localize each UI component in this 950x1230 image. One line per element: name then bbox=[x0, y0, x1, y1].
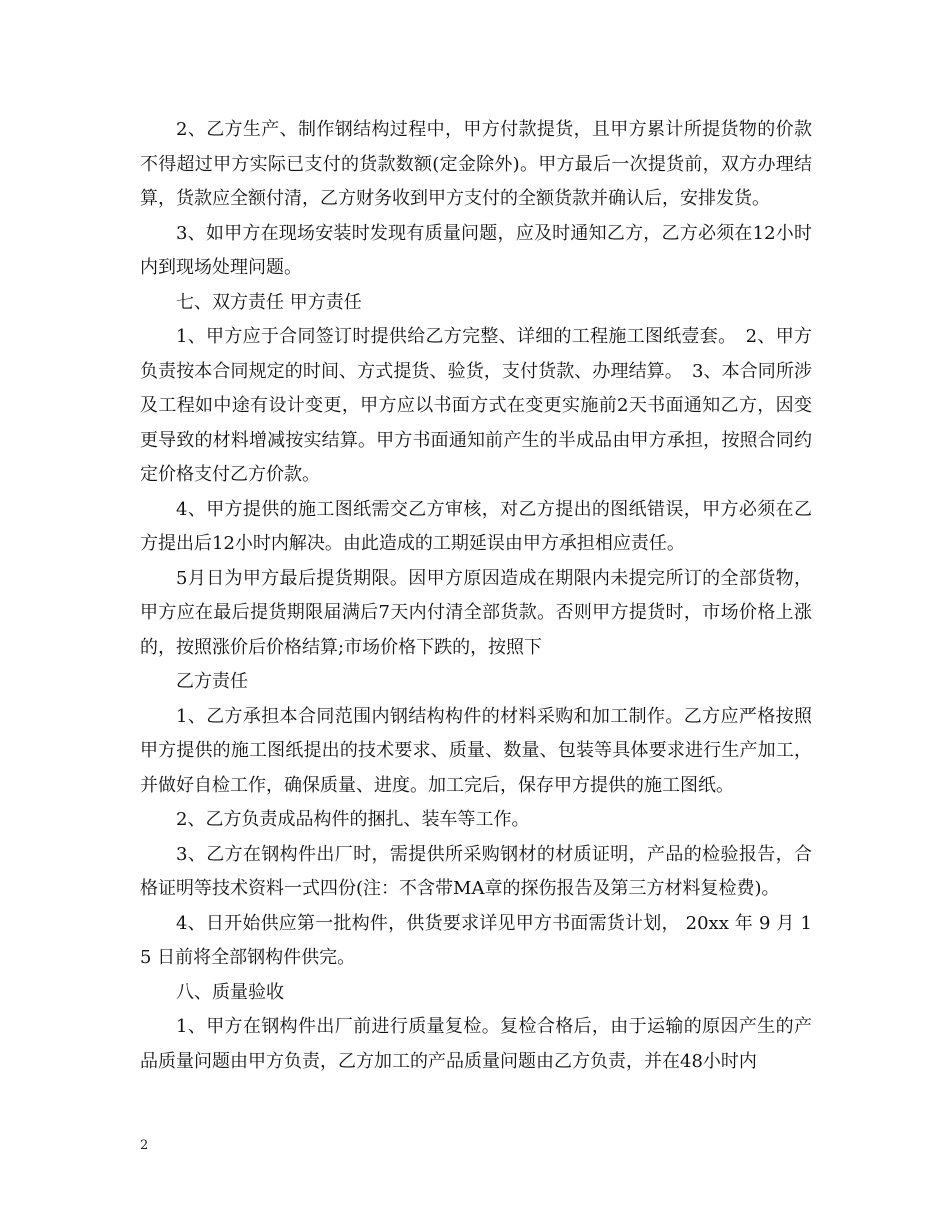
subheading-party-b: 乙方责任 bbox=[176, 671, 248, 692]
paragraph-party-b-fabrication: 1、乙方承担本合同范围内钢结构构件的材料采购和加工制作。乙方应严格按照甲方提供的施工图纸提出的技术要求、质量、数量、包装等具体要求进行生产加工，并做好自检工作，确保质量、进度。加工完后，保存甲方提供的施工图纸。 bbox=[140, 705, 812, 796]
paragraph-party-b-loading: 2、乙方负责成品构件的捆扎、装车等工作。 bbox=[176, 809, 530, 830]
paragraph-payment-pickup: 2、乙方生产、制作钢结构过程中，甲方付款提货，且甲方累计所提货物的价款不得超过甲方实际已支付的货款数额(定金除外)。甲方最后一次提货前，双方办理结算，货款应全额付清，乙方财务收到甲方支付的全额货款并确认后，安排发货。 bbox=[140, 119, 812, 209]
page-number: 2 bbox=[140, 1138, 149, 1153]
section-heading-responsibilities: 七、双方责任 甲方责任 bbox=[176, 291, 362, 313]
paragraph-supply-schedule: 4、日开始供应第一批构件，供货要求详见甲方书面需货计划， 20xx 年 9 月 15 日前将全部钢构件供完。 bbox=[140, 912, 812, 968]
paragraph-quality-recheck: 1、甲方在钢构件出厂前进行质量复检。复检合格后，由于运输的原因产生的产品质量问题由甲方负责，乙方加工的产品质量问题由乙方负责，并在48小时内 bbox=[140, 1016, 812, 1072]
paragraph-party-b-certificates: 3、乙方在钢构件出厂时，需提供所采购钢材的材质证明，产品的检验报告，合格证明等技术资料一式四份(注：不含带MA章的探伤报告及第三方材料复检费)。 bbox=[140, 843, 812, 899]
paragraph-party-a-duties: 1、甲方应于合同签订时提供给乙方完整、详细的工程施工图纸壹套。 2、甲方负责按本合同规定的时间、方式提货、验货，支付货款、办理结算。 3、本合同所涉及工程如中途有设计变更，甲方应以书面方式在变更实施前2天书面通知乙方，因变更导致的材料增减按实结算。甲方书面通知前产生的半成品由甲方承担，按照合同约定价格支付乙方价款。 bbox=[140, 326, 812, 485]
paragraph-quality-notice: 3、如甲方在现场安装时发现有质量问题，应及时通知乙方，乙方必须在12小时内到现场处理问题。 bbox=[140, 222, 812, 278]
paragraph-drawing-review: 4、甲方提供的施工图纸需交乙方审核，对乙方提出的图纸错误，甲方必须在乙方提出后12小时内解决。由此造成的工期延误由甲方承担相应责任。 bbox=[140, 498, 812, 554]
paragraph-pickup-deadline: 5月日为甲方最后提货期限。因甲方原因造成在期限内未提完所订的全部货物，甲方应在最后提货期限届满后7天内付清全部货款。否则甲方提货时，市场价格上涨的，按照涨价后价格结算;市场价格下跌的，按照下 bbox=[140, 567, 812, 658]
document-body bbox=[140, 113, 812, 1079]
section-heading-quality-acceptance: 八、质量验收 bbox=[176, 981, 284, 1003]
